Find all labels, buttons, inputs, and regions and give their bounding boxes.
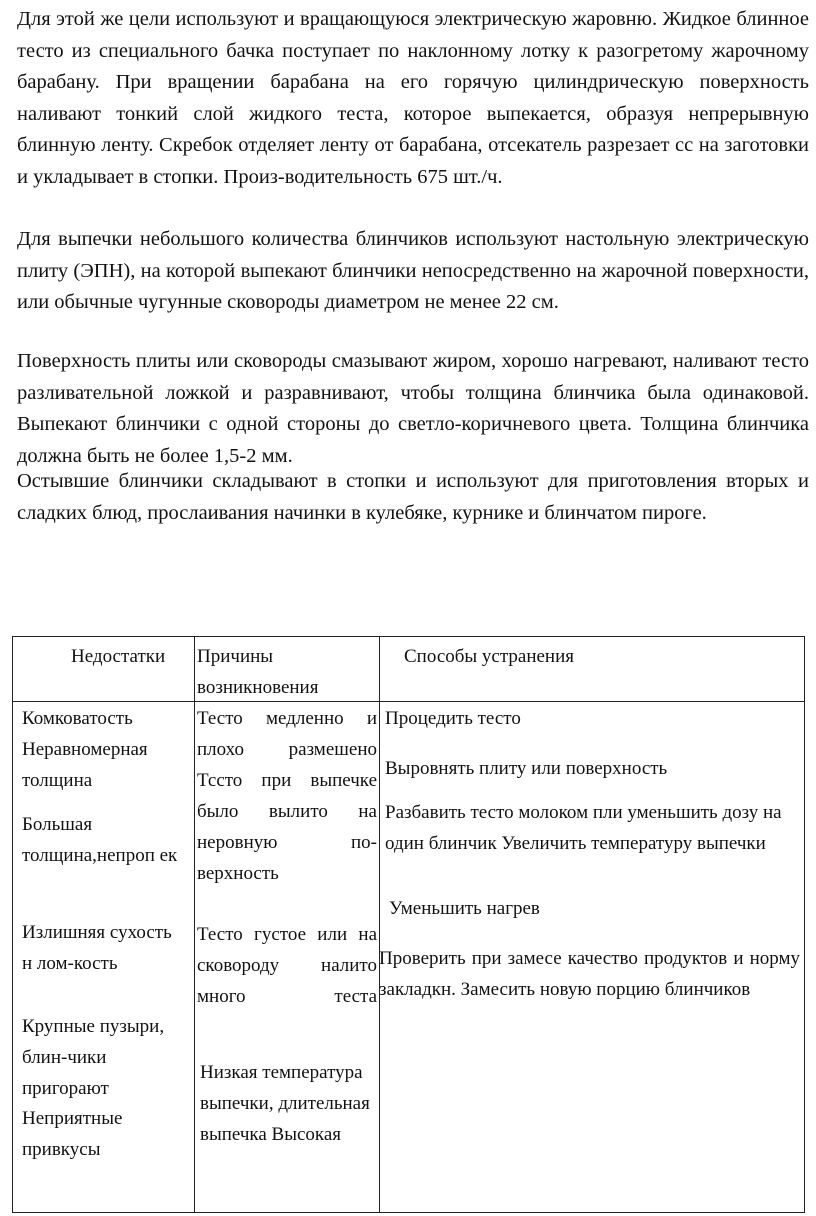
paragraph-baking-process: Поверхность плиты или сковороды смазывают жиром, хорошо нагревают, наливают тесто разливательной ложкой и разравнивают, чтобы толщина блинчика была одинаковой. Выпекают блинчики с одной стороны до светло-коричневого цвета. Толщина блинчика должна быть не более 1,5-2 мм. — [17, 350, 809, 467]
defect-item: Излишняя сухость н лом-кость — [22, 922, 172, 974]
remedy-item: Разбавить тесто молоком пли уменьшить дозу на один блинчик Увеличить температуру выпечки — [385, 802, 782, 854]
defects-table — [12, 636, 805, 1213]
cause-item: Тссто при выпечке было вылито на неровную по-верхность — [197, 770, 377, 884]
header-causes: Причины возникновения — [197, 646, 319, 698]
paragraph-rotary-griddle: Для этой же цели используют и вращающуюся электрическую жаровню. Жидкое блинное тесто из специального бачка поступает по наклонному лотку к разогретому жарочному барабану. При вращении барабана на его горячую цилиндрическую поверхность наливают тонкий слой жидкого теста, которое выпекается, образуя непрерывную блинную ленту. Скребок отделяет ленту от барабана, отсекатель разрезает сс на заготовки и укладывает в стопки. Произ-водительность 675 шт./ч. — [17, 8, 809, 188]
cause-item: Низкая температура выпечки, длительная выпечка Высокая — [200, 1062, 370, 1145]
remedy-item: Выровнять плиту или поверхность — [385, 758, 668, 779]
paragraph-electric-plate: Для выпечки небольшого количества блинчиков используют настольную электрическую плиту (ЭПН), на которой выпекают блинчики непосредственно на жарочной поверхности, или обычные чугунные сковороды диаметром не менее 22 см. — [17, 228, 809, 313]
header-remedies: Способы устранения — [404, 646, 575, 667]
defect-item: Большая толщина,непроп ек — [22, 814, 178, 866]
defect-item: Неприятные привкусы — [22, 1108, 123, 1160]
cause-item: Тесто медленно и плохо размешено — [197, 708, 377, 760]
defect-item: Комковатость — [22, 708, 133, 729]
remedy-item: Проверить при замесе качество продуктов и норму закладкн. Замесить новую порцию блинчиков — [379, 948, 800, 1000]
remedy-item: Уменьшить нагрев — [389, 898, 540, 919]
defect-item: Крупные пузыри, блин-чики пригорают — [22, 1016, 165, 1099]
defect-item: Неравномерная толщина — [22, 739, 148, 791]
cause-item: Тесто густое или на сковороду налито много теста — [197, 924, 377, 1007]
remedy-item: Процедить тесто — [385, 708, 521, 729]
paragraph-storage-use: Остывшие блинчики складывают в стопки и используют для приготовления вторых и сладких блюд, прослаивания начинки в кулебяке, курнике и блинчатом пироге. — [17, 470, 809, 524]
header-defects: Недостатки — [71, 646, 166, 667]
